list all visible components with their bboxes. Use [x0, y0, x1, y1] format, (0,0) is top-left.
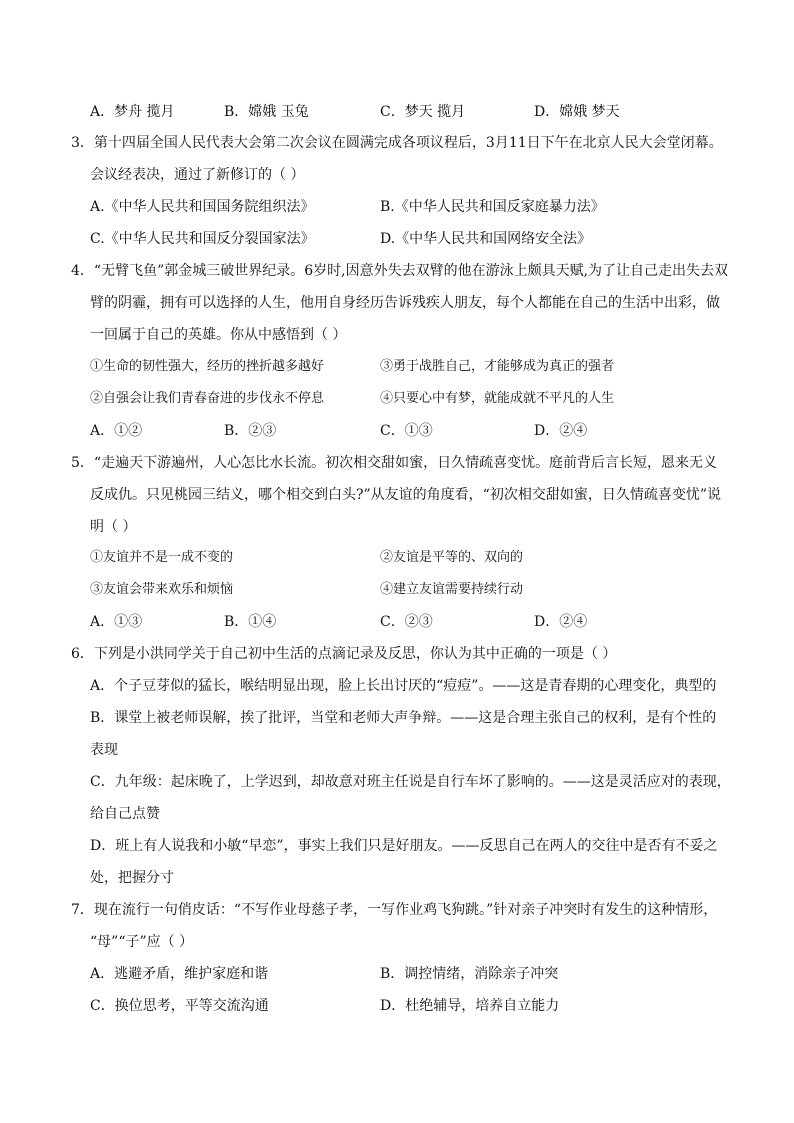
- q5-stem-line-3: 明（ ）: [90, 519, 137, 535]
- q6-option-a-line-1: A．个子豆芽似的猛长，喉结明显出现，脸上长出讨厌的“痘痘”。——这是青春期的心理变化，典型的: [90, 678, 717, 694]
- q4-stem-line-1: 4．“无臂飞鱼”郭金城三破世界纪录。6岁时,因意外失去双臂的他在游泳上颇具天赋,为了让自己走出失去双: [71, 263, 729, 279]
- q5-statement-2: ②友谊是平等的、双向的: [380, 550, 524, 565]
- q6-option-c-line-1: C．九年级：起床晚了，上学迟到，却故意对班主任说是自行车坏了影响的。——这是灵活应对的表现，: [90, 774, 731, 790]
- q5-option-d: D．②④: [534, 614, 588, 630]
- q6-option-d-line-1: D．班上有人说我和小敏“早恋”，事实上我们只是好朋友。——反思自己在两人的交往中是否有不妥之: [90, 838, 718, 854]
- q4-option-b: B．②③: [224, 423, 277, 439]
- q4-option-d: D．②④: [534, 423, 588, 439]
- q2-option-a: A．梦舟 揽月: [90, 104, 175, 120]
- q4-statement-2: ②自强会让我们青春奋进的步伐永不停息: [90, 391, 325, 406]
- q7-stem-line-2: “母”“子”应（ ）: [90, 934, 194, 950]
- q7-option-a: A．逃避矛盾，维护家庭和谐: [90, 966, 269, 982]
- q5-stem-line-1: 5．“走遍天下游遍州，人心怎比水长流。初次相交甜如蜜，日久情疏喜变忧。庭前背后言长短，恩来无义: [71, 455, 718, 471]
- q4-stem-line-2: 臂的阴霾，拥有可以选择的人生，他用自身经历告诉残疾人朋友，每个人都能在自己的生活中出彩，做: [90, 295, 720, 311]
- q4-stem-line-3: 一回属于自己的英雄。你从中感悟到（ ）: [90, 327, 347, 343]
- q7-option-c: C．换位思考，平等交流沟通: [90, 998, 269, 1014]
- q4-statement-3: ③勇于战胜自己，才能够成为真正的强者: [380, 359, 615, 374]
- q7-option-b: B．调控情绪，消除亲子冲突: [380, 966, 559, 982]
- q7-stem-line-1: 7．现在流行一句俏皮话：“不写作业母慈子孝，一写作业鸡飞狗跳。”针对亲子冲突时有发生的这种情形，: [71, 902, 718, 918]
- q5-statement-4: ④建立友谊需要持续行动: [380, 582, 524, 597]
- q4-option-a: A．①②: [90, 423, 143, 439]
- q2-option-d: D．嫦娥 梦天: [534, 104, 620, 120]
- q4-statement-4: ④只要心中有梦，就能成就不平凡的人生: [380, 391, 615, 406]
- q5-stem-line-2: 反成仇。只见桃园三结义，哪个相交到白头?”从友谊的角度看，“初次相交甜如蜜，日久情疏喜变忧”说: [90, 487, 721, 503]
- q6-option-b-line-1: B．课堂上被老师误解，挨了批评，当堂和老师大声争辩。——这是合理主张自己的权利，是有个性的: [90, 710, 717, 726]
- q5-option-b: B．①④: [224, 614, 277, 630]
- q5-option-c: C．②③: [380, 614, 433, 630]
- q4-statement-1: ①生命的韧性强大，经历的挫折越多越好: [90, 359, 325, 374]
- q5-option-a: A．①③: [90, 614, 143, 630]
- q3-option-b: B.《中华人民共和国反家庭暴力法》: [380, 199, 605, 215]
- q2-option-b: B．嫦娥 玉兔: [224, 104, 309, 120]
- q5-statement-3: ③友谊会带来欢乐和烦恼: [90, 582, 234, 597]
- q3-option-c: C.《中华人民共和国反分裂国家法》: [90, 231, 315, 247]
- q7-option-d: D．杜绝辅导，培养自立能力: [380, 998, 560, 1014]
- q3-stem-line-1: 3．第十四届全国人民代表大会第二次会议在圆满完成各项议程后，3月11日下午在北京人民大会堂闭幕。: [71, 135, 723, 151]
- q5-statement-1: ①友谊并不是一成不变的: [90, 550, 234, 565]
- q6-option-c-line-2: 给自己点赞: [90, 806, 160, 822]
- q4-option-c: C．①③: [380, 423, 433, 439]
- q6-option-d-line-2: 处，把握分寸: [90, 870, 174, 886]
- q3-stem-line-2: 会议经表决，通过了新修订的（ ）: [90, 167, 305, 183]
- q6-stem-line-1: 6．下列是小洪同学关于自己初中生活的点滴记录及反思，你认为其中正确的一项是（ ）: [71, 646, 617, 662]
- q3-option-a: A.《中华人民共和国国务院组织法》: [90, 199, 315, 215]
- q2-option-c: C．梦天 揽月: [380, 104, 466, 120]
- q3-option-d: D.《中华人民共和国网络安全法》: [380, 231, 592, 247]
- q6-option-b-line-2: 表现: [90, 742, 118, 758]
